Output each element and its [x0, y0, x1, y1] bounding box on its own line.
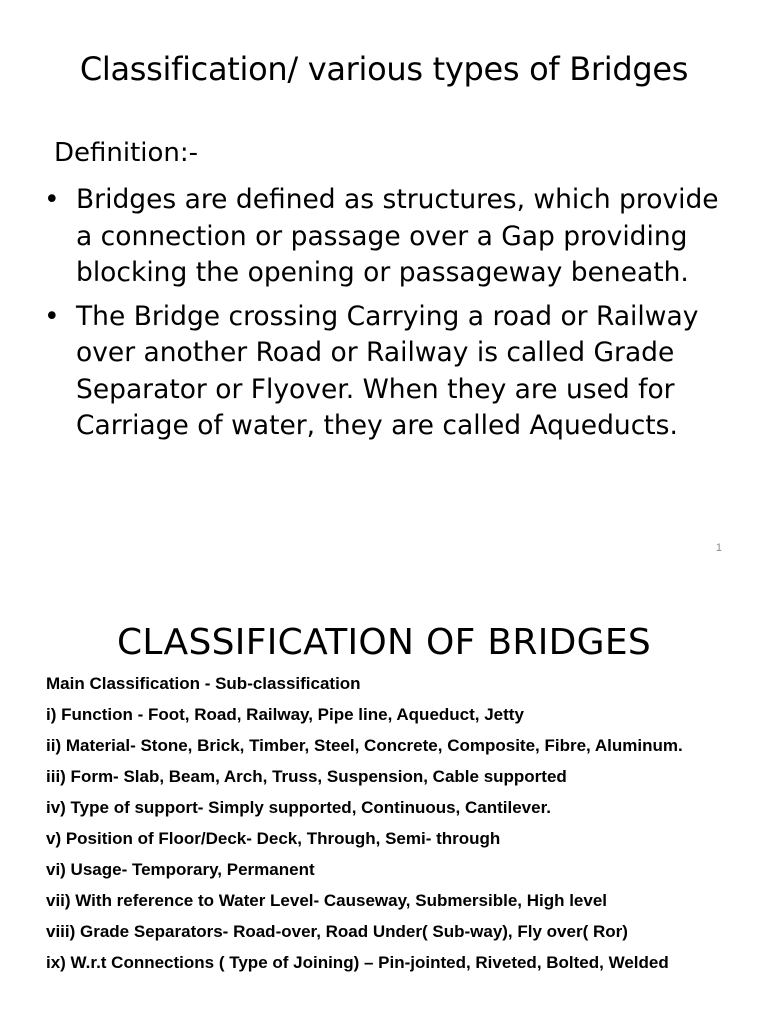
classification-row: i) Function - Foot, Road, Railway, Pipe line, Aqueduct, Jetty	[46, 705, 524, 724]
bullet-item	[40, 299, 740, 445]
classification-row: iv) Type of support- Simply supported, Continuous, Cantilever.	[46, 798, 551, 817]
classification-row: v) Position of Floor/Deck- Deck, Through, Semi- through	[46, 829, 501, 848]
bullet-icon: •	[44, 300, 60, 332]
classification-row: vi) Usage- Temporary, Permanent	[46, 860, 315, 879]
bullet-text: Bridges are defined as structures, which provide a connection or passage over a Gap providing blocking the opening or passageway beneath.	[76, 184, 719, 288]
classification-row: iii) Form- Slab, Beam, Arch, Truss, Suspension, Cable supported	[46, 767, 567, 786]
page-number: 1	[715, 542, 722, 554]
slide-1-title: Classification/ various types of Bridges	[79, 50, 689, 88]
classification-row: ii) Material- Stone, Brick, Timber, Steel, Concrete, Composite, Fibre, Aluminum.	[46, 736, 683, 755]
bullet-icon: •	[44, 184, 60, 215]
classification-list	[46, 671, 726, 981]
classification-row: ix) W.r.t Connections ( Type of Joining) – Pin-jointed, Riveted, Bolted, Welded	[46, 953, 669, 972]
slide-2	[0, 576, 768, 1024]
classification-row: vii) With reference to Water Level- Causeway, Submersible, High level	[46, 891, 608, 910]
bullet-item	[40, 182, 740, 292]
bullet-text: The Bridge crossing Carrying a road or Railway over another Road or Railway is called Grade Separator or Flyover. When they are used for Carriage of water, they are called Aqueducts.	[76, 300, 699, 441]
slide-2-title: CLASSIFICATION OF BRIDGES	[116, 622, 652, 663]
classification-row: viii) Grade Separators- Road-over, Road Under( Sub-way), Fly over( Ror)	[46, 922, 628, 941]
classification-header-row: Main Classification - Sub-classification	[46, 674, 361, 693]
definition-bullets	[40, 182, 740, 452]
definition-label: Definition:-	[54, 138, 199, 168]
